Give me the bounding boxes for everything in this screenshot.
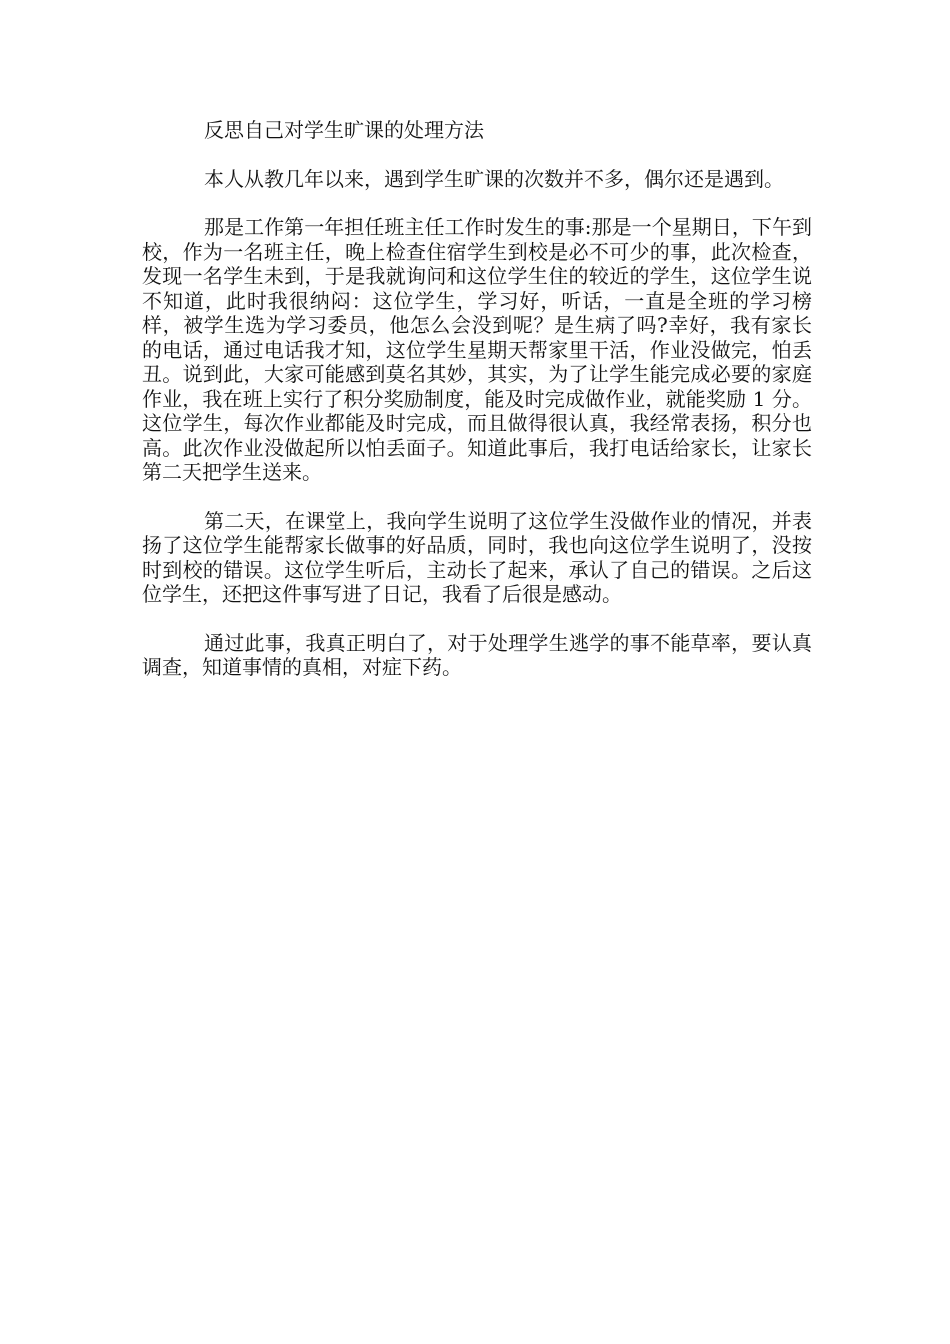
document-title: 反思自己对学生旷课的处理方法	[204, 118, 484, 142]
paragraph-incident: 那是工作第一年担任班主任工作时发生的事:那是一个星期日，下午到校，作为一名班主任，晚上检查住宿学生到校是必不可少的事，此次检查，发现一名学生未到，于是我就询问和这位学生住的较近的学生，这位学生说不知道，此时我很纳闷：这位学生，学习好，听话，一直是全班的学习榜样，被学生选为学习委员，他怎么会没到呢？是生病了吗?幸好，我有家长的电话，通过电话我才知，这位学生星期天帮家里干活，作业没做完，怕丢丑。说到此，大家可能感到莫名其妙，其实，为了让学生能完成必要的家庭作业，我在班上实行了积分奖励制度，能及时完成做作业，就能奖励 1 分。这位学生，每次作业都能及时完成，而且做得很认真，我经常表扬，积分也高。此次作业没做起所以怕丢面子。知道此事后，我打电话给家长，让家长第二天把学生送来。	[142, 215, 812, 484]
document-body	[142, 118, 812, 704]
paragraph-next-day: 第二天，在课堂上，我向学生说明了这位学生没做作业的情况，并表扬了这位学生能帮家长做事的好品质，同时，我也向这位学生说明了，没按时到校的错误。这位学生听后，主动长了起来，承认了自己的错误。之后这位学生，还把这件事写进了日记，我看了后很是感动。	[142, 508, 812, 606]
paragraph-reflection: 通过此事，我真正明白了，对于处理学生逃学的事不能草率，要认真调查，知道事情的真相，对症下药。	[142, 630, 812, 679]
paragraph-intro: 本人从教几年以来，遇到学生旷课的次数并不多，偶尔还是遇到。	[204, 166, 784, 191]
